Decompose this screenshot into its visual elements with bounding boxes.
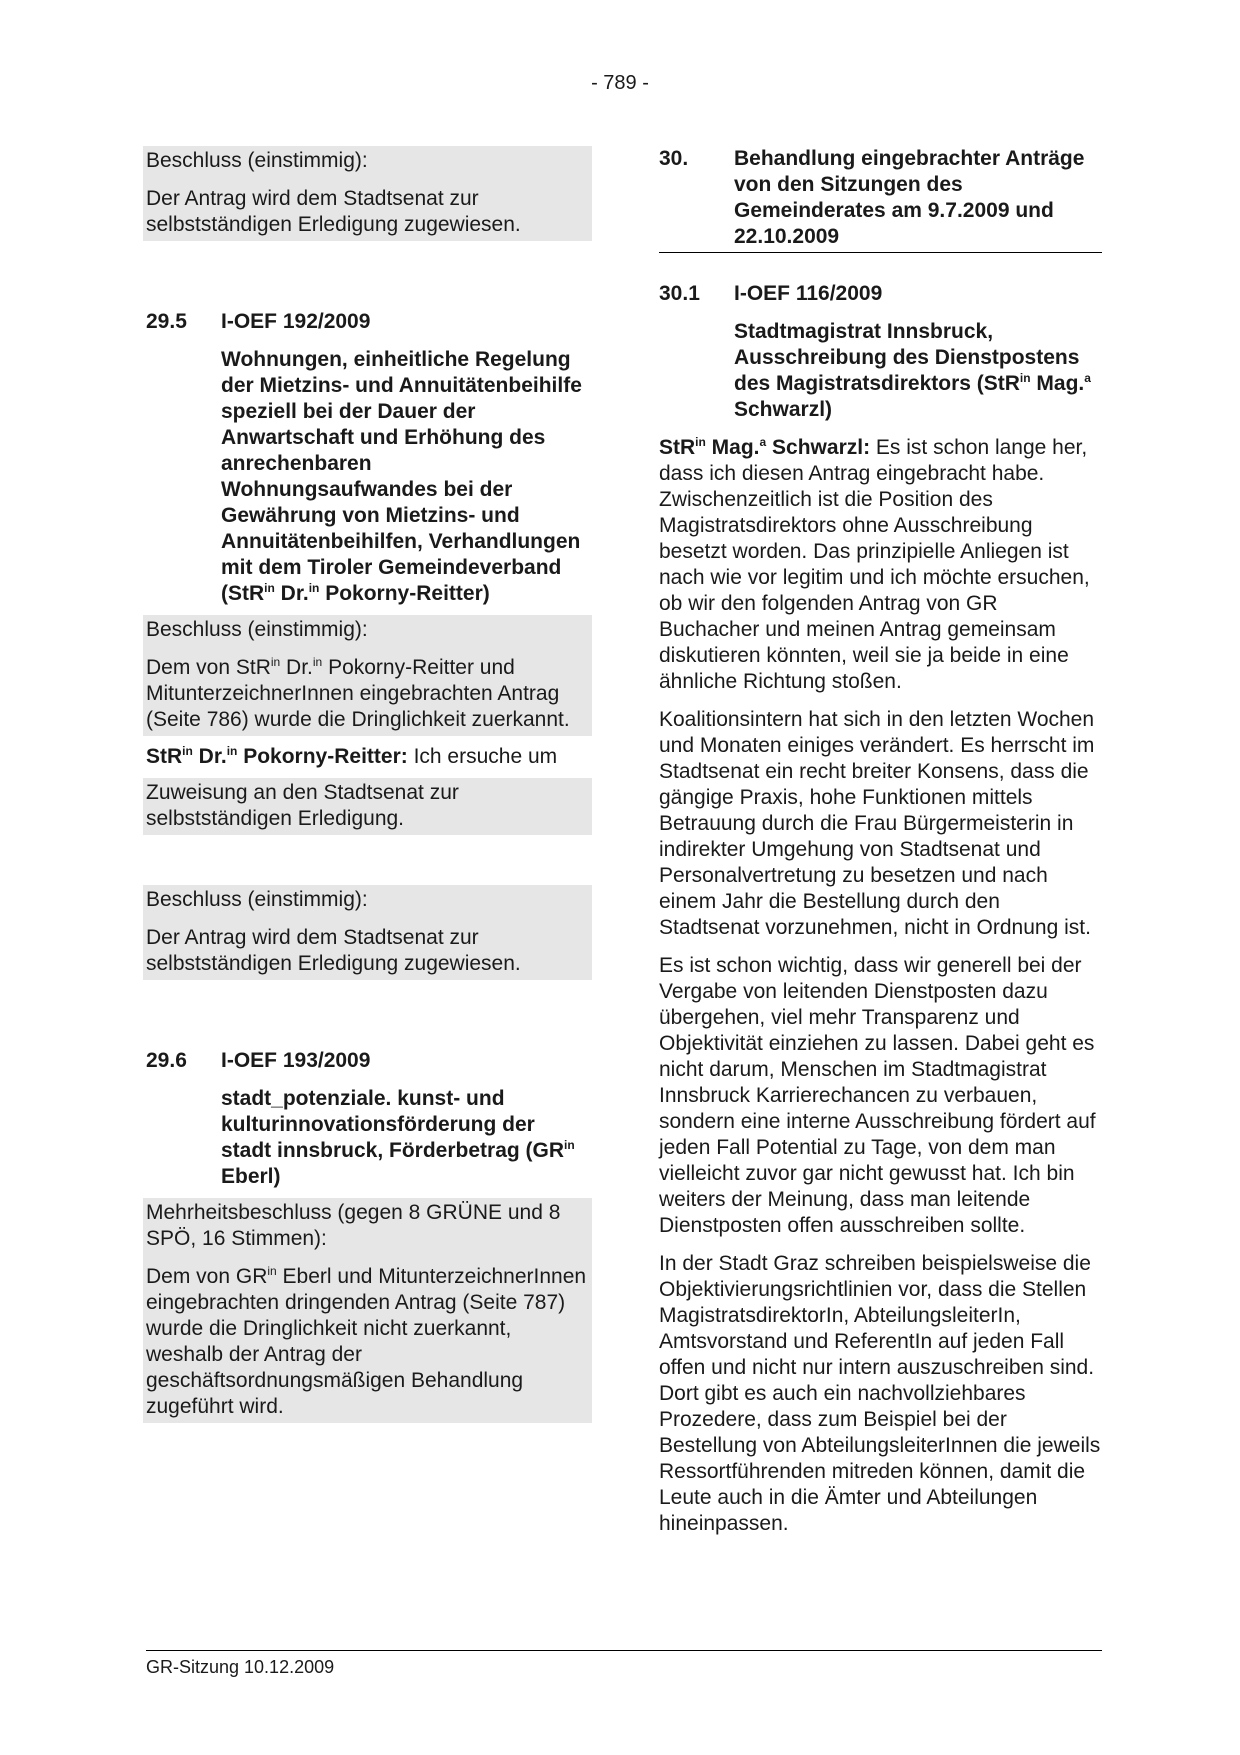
majority-resolution-box (143, 1198, 592, 1423)
majority-text: Dem von $GR^{in}$ Eberl und MitunterzeichnerInnen eingebrachten dringenden Antrag (Seite 787) wurde die Dringlichkeit nicht zuerkannt, weshalb der Antrag der geschäftsordnungsmäßigen Behandlung zugeführt wird. (146, 1264, 587, 1418)
speech-paragraph-1: StR$^{in}$ Mag.$^a$ Schwarzl: Es ist schon lange her, dass ich diesen Antrag eingebracht habe. Zwischenzeitlich ist die Position des Magistratsdirektors ohne Ausschreibung besetzt worden. Das prinzipielle Anliegen ist nach wie vor legitim und ich möchte ersuchen, ob wir den folgenden Antrag von GR Buchacher und meinen Antrag gemeinsam diskutieren könnten, weil sie ja beide in eine ähnliche Richtung stoßen. (659, 435, 1090, 693)
section-29-5-title: Wohnungen, einheitliche Regelung der Mietzins- und Annuitätenbeihilfe speziell bei der Dauer der Anwartschaft und Erhöhung des anrechenbaren Wohnungsaufwandes bei der Gewährung von Mietzins- und Annuitätenbeihilfen, Verhandlungen mit dem Tiroler Gemeindeverband (StR$^{in}$ Dr.$^{in}$ Pokorny-Reitter) (221, 348, 582, 605)
resolution-box-2 (143, 615, 592, 736)
section-29-6-heading (146, 1048, 589, 1074)
resolution-box-1 (143, 146, 592, 241)
speech-paragraph-4: In der Stadt Graz schreiben beispielsweise die Objektivierungsrichtlinien vor, dass die Stellen MagistratsdirektorIn, AbteilungsleiterIn, Amtsvorstand und ReferentIn auf jeden Fall offen und nicht nur intern auszuschreiben sind. Dort gibt es auch ein nachvollziehbares Prozedere, dass zum Beispiel bei der Bestellung von AbteilungsleiterInnen die jeweils Ressortführenden mitreden können, damit die Leute auch in die Ämter und Abteilungen hineinpassen. (659, 1252, 1101, 1535)
speaker-statement: StR$^{in}$ Dr.$^{in}$ Pokorny-Reitter: Ich ersuche um (146, 744, 558, 768)
assignment-text: Zuweisung an den Stadtsenat zur selbstständigen Erledigung. (146, 781, 459, 830)
section-30-title: Behandlung eingebrachter Anträge von den Sitzungen des Gemeinderates am 9.7.2009 und 22.10.2009 (734, 147, 1085, 248)
section-reference: I-OEF 193/2009 (221, 1049, 371, 1072)
assignment-box (143, 778, 592, 835)
section-30-1-heading (659, 281, 1102, 307)
resolution-box-3 (143, 885, 592, 980)
page-number: - 789 - (591, 72, 649, 94)
section-29-5-heading (146, 309, 589, 335)
resolution-label: Beschluss (einstimmig): (146, 888, 368, 911)
section-number: 30.1 (659, 282, 700, 305)
resolution-label: Beschluss (einstimmig): (146, 618, 368, 641)
footer-text: GR-Sitzung 10.12.2009 (146, 1657, 335, 1677)
resolution-text: Dem von StR$^{in}$ Dr.$^{in}$ Pokorny-Reitter und MitunterzeichnerInnen eingebrachten Antrag (Seite 786) wurde die Dringlichkeit zuerkannt. (146, 655, 570, 731)
section-number: 30. (659, 147, 689, 170)
section-30-heading (659, 146, 1102, 253)
speech-paragraph-2: Koalitionsintern hat sich in den letzten Wochen und Monaten einiges verändert. Es herrscht im Stadtsenat ein recht breiter Konsens, dass die gängige Praxis, hohe Funktionen mittels Betrauung durch die Frau Bürgermeisterin in indirekter Umgehung von Stadtsenat und Personalvertretung zu besetzen und nach einem Jahr die Bestellung durch den Stadtsenat vorzunehmen, nicht in Ordnung ist. (659, 708, 1095, 939)
section-number: 29.6 (146, 1049, 187, 1072)
resolution-label: Beschluss (einstimmig): (146, 149, 368, 172)
section-reference: I-OEF 192/2009 (221, 310, 371, 333)
section-reference: I-OEF 116/2009 (734, 282, 883, 305)
right-column (659, 146, 1102, 1537)
resolution-text: Der Antrag wird dem Stadtsenat zur selbstständigen Erledigung zugewiesen. (146, 187, 521, 236)
section-29-6-title: stadt_potenziale. kunst- und kulturinnovationsförderung der stadt innsbruck, Förderbetrag ($GR^{in}$ Eberl) (221, 1087, 575, 1188)
left-column (146, 146, 589, 1423)
footer-divider (146, 1650, 1102, 1651)
resolution-text: Der Antrag wird dem Stadtsenat zur selbstständigen Erledigung zugewiesen. (146, 926, 521, 975)
majority-label: Mehrheitsbeschluss (gegen 8 GRÜNE und 8 SPÖ, 16 Stimmen): (146, 1201, 561, 1250)
speech-paragraph-3: Es ist schon wichtig, dass wir generell bei der Vergabe von leitenden Dienstposten dazu übergehen, viel mehr Transparenz und Objektivität einziehen zu lassen. Dabei geht es nicht darum, Menschen im Stadtmagistrat Innsbruck Karrierechancen zu verbauen, sondern eine interne Ausschreibung fördert auf jeden Fall Potential zu Tage, von dem man vielleicht zuvor gar nicht gewusst hat. Ich bin weiters der Meinung, dass man leitende Dienstposten offen ausschreiben sollte. (659, 954, 1096, 1237)
section-30-1-title: Stadtmagistrat Innsbruck, Ausschreibung des Dienstpostens des Magistratsdirektors (StR$^{in}$ Mag.$^a$ Schwarzl) (734, 320, 1091, 421)
section-number: 29.5 (146, 310, 187, 333)
